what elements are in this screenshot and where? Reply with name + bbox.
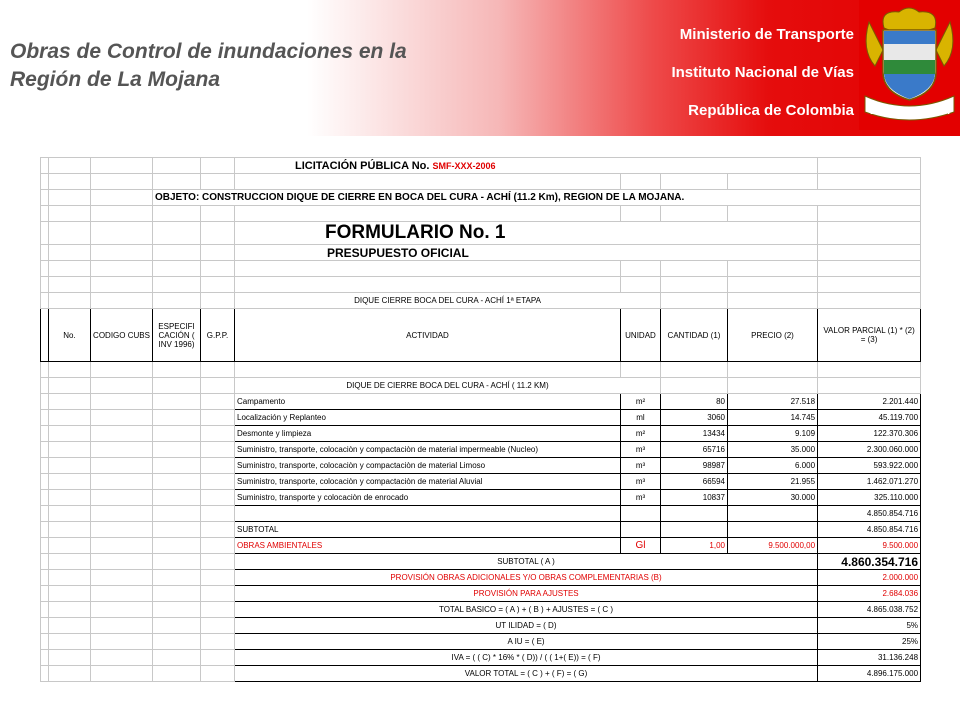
col-cantidad: CANTIDAD (1)	[661, 309, 728, 362]
licitacion-row	[235, 158, 818, 174]
summary-label: UT ILIDAD = ( D)	[235, 618, 818, 634]
summary-label: PROVISIÓN OBRAS ADICIONALES Y/O OBRAS COMPLEMENTARIAS (B)	[235, 570, 818, 586]
item-actividad: Desmonte y limpieza	[235, 426, 621, 442]
item-cantidad: 80	[661, 394, 728, 410]
seal-motto: Libertad y Orden	[869, 106, 950, 117]
item-unidad: m³	[621, 474, 661, 490]
summary-value: 25%	[818, 634, 921, 650]
item-cantidad: 98987	[661, 458, 728, 474]
item-precio: 9.109	[728, 426, 818, 442]
summary-value: 31.136.248	[818, 650, 921, 666]
budget-sheet	[40, 157, 920, 693]
licitacion-label: LICITACIÓN PÚBLICA No.	[295, 159, 430, 172]
ambientales-valor: 9.500.000	[818, 538, 921, 554]
title-line-2: Región de La Mojana	[10, 68, 221, 91]
item-unidad: m²	[621, 426, 661, 442]
col-precio: PRECIO (2)	[728, 309, 818, 362]
ambientales-actividad: OBRAS AMBIENTALES	[235, 538, 621, 554]
summary-label: TOTAL BASICO = ( A ) + ( B ) + AJUSTES = ( C )	[235, 602, 818, 618]
formulario-title: FORMULARIO No. 1	[235, 222, 818, 245]
ministry-line-2: Instituto Nacional de Vías	[671, 64, 854, 81]
item-actividad: Campamento	[235, 394, 621, 410]
item-actividad: Suministro, transporte, colocaciòn y compactaciòn de material Limoso	[235, 458, 621, 474]
summary-label: A IU = ( E)	[235, 634, 818, 650]
presupuesto-title: PRESUPUESTO OFICIAL	[235, 245, 818, 261]
ministry-line-3: República de Colombia	[688, 102, 854, 119]
table-row	[41, 426, 921, 442]
item-cantidad: 65716	[661, 442, 728, 458]
item-unidad: m³	[621, 490, 661, 506]
item-unidad: m²	[621, 394, 661, 410]
table-row	[41, 538, 921, 554]
item-valor: 1.462.071.270	[818, 474, 921, 490]
table-row	[41, 394, 921, 410]
col-codigo: CODIGO CUBS	[91, 309, 153, 362]
objeto-text: OBJETO: CONSTRUCCION DIQUE DE CIERRE EN BOCA DEL CURA - ACHÍ (11.2 Km), REGION DE LA MOJANA.	[153, 190, 921, 206]
item-precio: 35.000	[728, 442, 818, 458]
item-actividad: Suministro, transporte y colocaciòn de enrocado	[235, 490, 621, 506]
item-precio: 27.518	[728, 394, 818, 410]
item-precio: 21.955	[728, 474, 818, 490]
licitacion-number: SMF-XXX-2006	[432, 160, 496, 171]
ambientales-unidad: Gl	[621, 538, 661, 554]
ambientales-precio: 9.500.000,00	[728, 538, 818, 554]
summary-label: PROVISIÓN PARA AJUSTES	[235, 586, 818, 602]
item-cantidad: 3060	[661, 410, 728, 426]
ambientales-cantidad: 1,00	[661, 538, 728, 554]
subtotal-label: SUBTOTAL	[235, 522, 621, 538]
summary-value: 4.865.038.752	[818, 602, 921, 618]
col-gpp: G.P.P.	[201, 309, 235, 362]
table-row	[41, 410, 921, 426]
item-cantidad: 10837	[661, 490, 728, 506]
budget-table	[40, 157, 921, 682]
page-title	[10, 38, 407, 94]
item-unidad: ml	[621, 410, 661, 426]
summary-value: 4.860.354.716	[818, 554, 921, 570]
ministry-line-1: Ministerio de Transporte	[679, 26, 854, 43]
section-total: 4.850.854.716	[818, 506, 921, 522]
section-title: DIQUE DE CIERRE BOCA DEL CURA - ACHÍ ( 11.2 KM)	[235, 378, 661, 394]
item-precio: 30.000	[728, 490, 818, 506]
item-unidad: m³	[621, 458, 661, 474]
item-precio: 14.745	[728, 410, 818, 426]
item-precio: 6.000	[728, 458, 818, 474]
item-valor: 325.110.000	[818, 490, 921, 506]
summary-label: IVA = ( ( C) * 16% * ( D)) / ( ( 1+( E)) = ( F)	[235, 650, 818, 666]
summary-value: 2.684.036	[818, 586, 921, 602]
table-row	[41, 490, 921, 506]
col-valor: VALOR PARCIAL (1) * (2) = (3)	[818, 309, 921, 362]
table-row	[41, 458, 921, 474]
summary-value: 4.896.175.000	[818, 666, 921, 682]
table-row	[41, 474, 921, 490]
summary-label: VALOR TOTAL = ( C ) + ( F) = ( G)	[235, 666, 818, 682]
item-valor: 593.922.000	[818, 458, 921, 474]
item-actividad: Suministro, transporte, colocaciòn y compactaciòn de material impermeable (Nucleo)	[235, 442, 621, 458]
summary-value: 2.000.000	[818, 570, 921, 586]
title-line-1: Obras de Control de inundaciones en la	[10, 40, 407, 63]
summary-value: 5%	[818, 618, 921, 634]
item-actividad: Suministro, transporte, colocaciòn y compactaciòn de material Aluvial	[235, 474, 621, 490]
item-actividad: Localización y Replanteo	[235, 410, 621, 426]
subtotal-value: 4.850.854.716	[818, 522, 921, 538]
table-row	[41, 442, 921, 458]
item-valor: 2.300.060.000	[818, 442, 921, 458]
col-unidad: UNIDAD	[621, 309, 661, 362]
summary-label: SUBTOTAL ( A )	[235, 554, 818, 570]
col-no: No.	[49, 309, 91, 362]
item-valor: 45.119.700	[818, 410, 921, 426]
item-valor: 122.370.306	[818, 426, 921, 442]
item-unidad: m³	[621, 442, 661, 458]
item-valor: 2.201.440	[818, 394, 921, 410]
ministry-block	[671, 22, 854, 136]
stage-title: DIQUE CIERRE BOCA DEL CURA - ACHÍ 1ª ETAPA	[235, 293, 661, 309]
col-especificacion: ESPECIFI CACIÓN ( INV 1996)	[153, 309, 201, 362]
col-actividad: ACTIVIDAD	[235, 309, 621, 362]
item-cantidad: 66594	[661, 474, 728, 490]
item-cantidad: 13434	[661, 426, 728, 442]
